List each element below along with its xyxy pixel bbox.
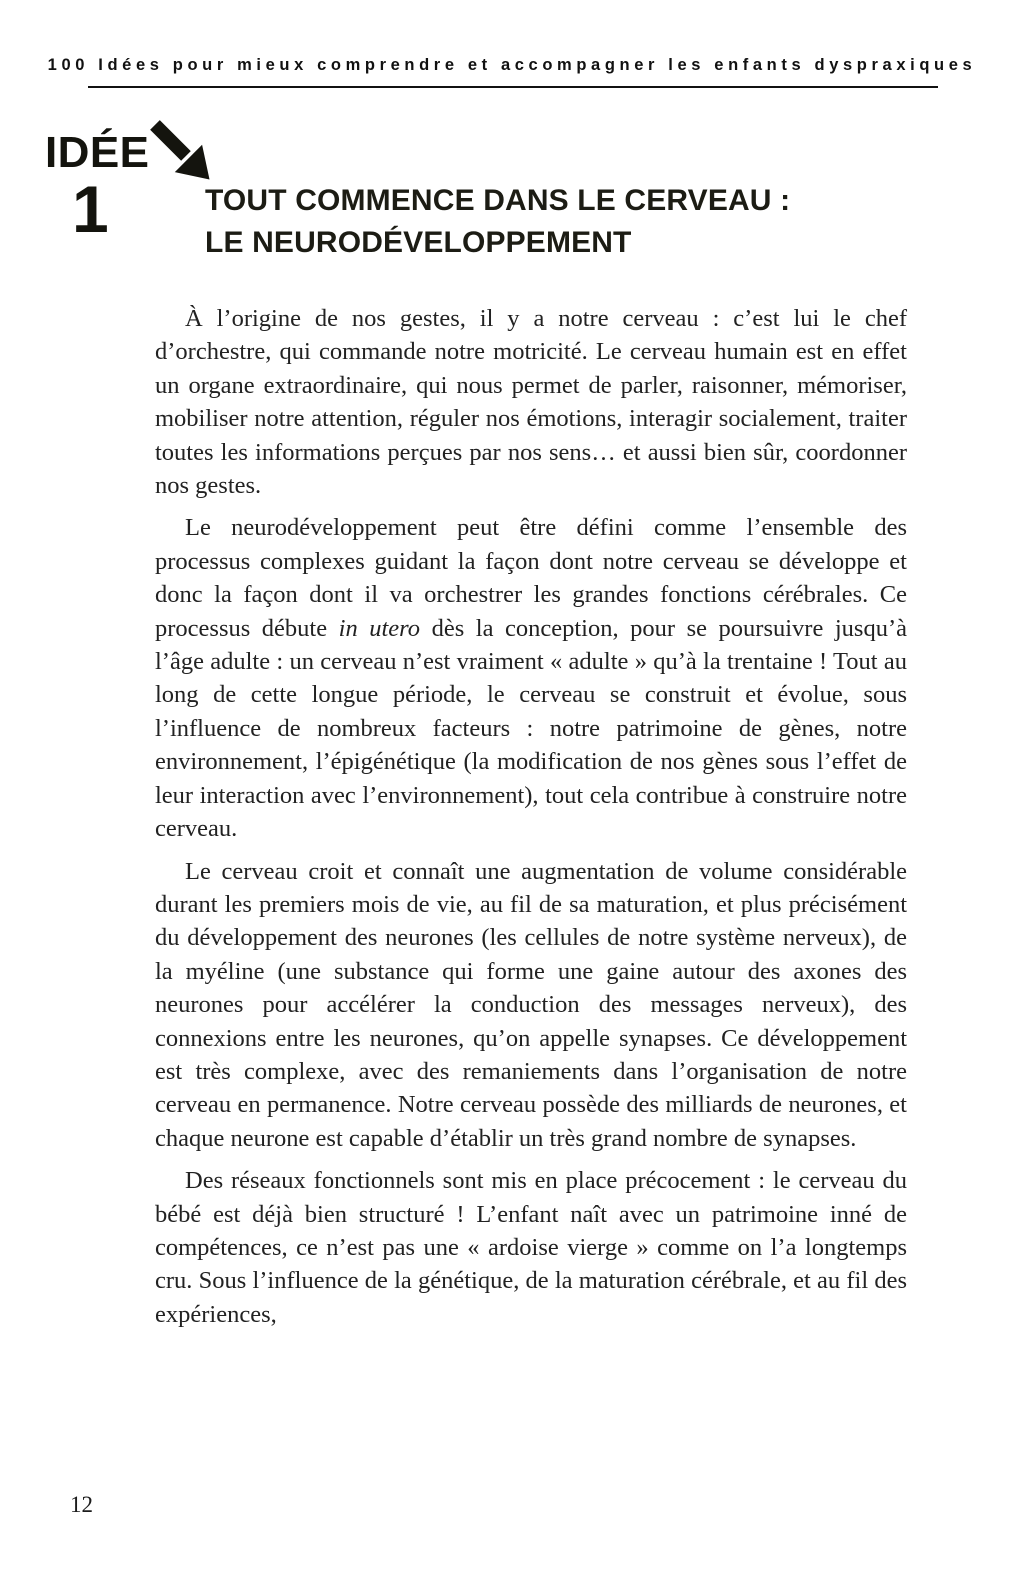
paragraph-2-italic-phrase: in utero <box>338 614 421 642</box>
paragraph-2-before: Le neurodéveloppement peut être défini comme l’ensemble des processus complexes guidant la façon dont notre cerveau se développe et donc la façon dont il va orchestrer les grandes fonctions cérébrales. Ce processus débute <box>155 514 907 642</box>
paragraph-4: Des réseaux fonctionnels sont mis en place précocement : le cerveau du bébé est déjà bien structuré ! L’enfant naît avec un patrimoine inné de compétences, ce n’est pas une « ardoise vierge » comme on l’a longtemps cru. Sous l’influence de la génétique, de la maturation cérébrale, et au fil des expériences, <box>155 1167 907 1328</box>
paragraph-2 <box>155 511 907 845</box>
paragraph-2-after: dès la conception, pour se poursuivre jusqu’à l’âge adulte : un cerveau n’est vraiment « adulte » qu’à la trentaine ! Tout au long de cette longue période, le cerveau se construit et évolue, sous l’influence de nombreux facteurs : notre patrimoine de gènes, notre environnement, l’épigénétique (la modification de nos gènes sous l’effet de leur interaction avec l’environnement), tout cela contribue à construire notre cerveau. <box>155 614 907 843</box>
idea-label: IDÉE <box>45 128 150 177</box>
paragraph-3: Le cerveau croit et connaît une augmentation de volume considérable durant les premiers mois de vie, au fil de sa maturation, et plus précisément du développement des neurones (les cellules de notre système nerveux), de la myéline (une substance qui forme une gaine autour des axones des neurones pour accélérer la conduction des messages nerveux), des connexions entre les neurones, qu’on appelle synapses. Ce développement est très complexe, avec des remaniements dans l’organisation de notre cerveau en permanence. Notre cerveau possède des milliards de neurones, et chaque neurone est capable d’établir un très grand nombre de synapses. <box>155 857 907 1152</box>
page-number: 12 <box>70 1492 93 1517</box>
paragraph-1: À l’origine de nos gestes, il y a notre cerveau : c’est lui le chef d’orchestre, qui commande notre motricité. Le cerveau humain est en effet un organe extraordinaire, qui nous permet de parler, raisonner, mémoriser, mobiliser notre attention, réguler nos émotions, interagir socialement, traiter toutes les informations perçues par nos sens… et aussi bien sûr, coordonner nos gestes. <box>155 305 907 500</box>
running-header: 100 Idées pour mieux comprendre et accompagner les enfants dyspraxiques <box>47 56 977 74</box>
chapter-title-line1: TOUT COMMENCE DANS LE CERVEAU : <box>205 184 791 217</box>
chapter-title <box>205 180 925 264</box>
idea-number: 1 <box>72 172 109 246</box>
header-rule <box>88 86 938 88</box>
body-text <box>155 302 907 1340</box>
arrow-down-right-icon <box>150 118 212 184</box>
chapter-title-line2: LE NEURODÉVELOPPEMENT <box>205 226 632 259</box>
